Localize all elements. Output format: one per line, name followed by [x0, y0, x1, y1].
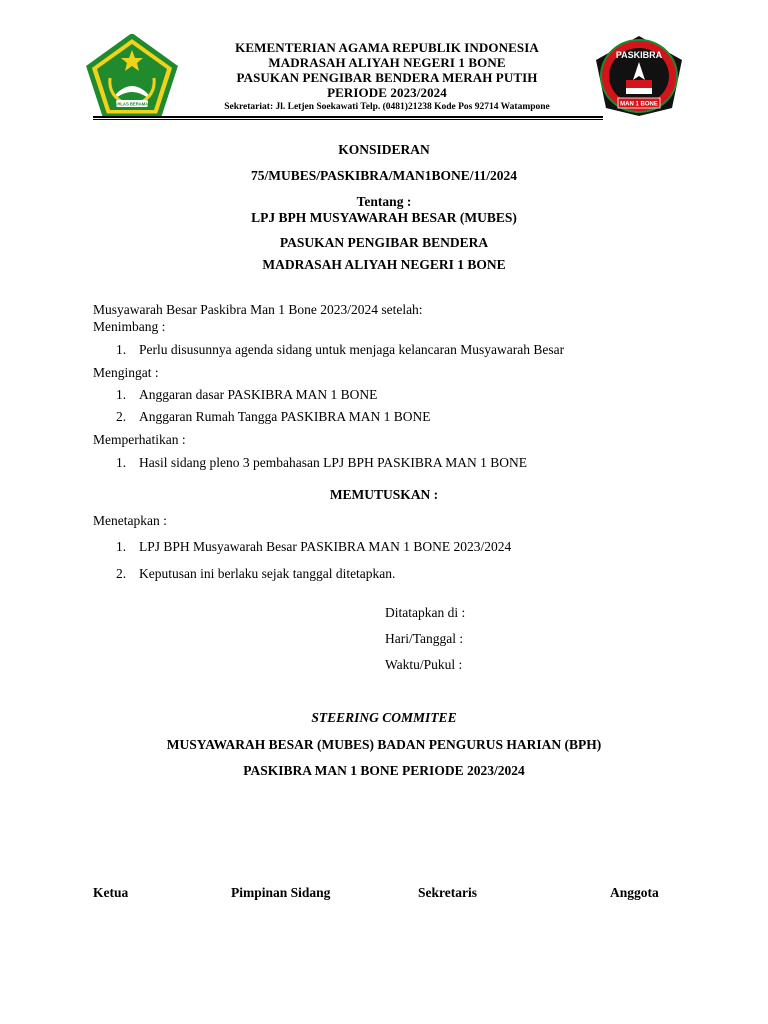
waktu-pukul-label: Waktu/Pukul :: [385, 657, 463, 672]
hari-tanggal-label: Hari/Tanggal :: [385, 631, 464, 646]
kemenag-logo-motto: IKHLAS BERAMAL: [113, 101, 151, 107]
memperhatikan-label: Memperhatikan :: [93, 432, 186, 447]
signature-pimpinan-sidang: Pimpinan Sidang: [231, 885, 331, 900]
letterhead-secretariat: Sekretariat: Jl. Letjen Soekawati Telp. (0481)21238 Kode Pos 92714 Watampone: [224, 102, 550, 112]
list-number: 2.: [116, 566, 127, 581]
letterhead: [160, 40, 614, 113]
doc-subject-1: LPJ BPH MUSYAWARAH BESAR (MUBES): [251, 210, 517, 225]
list-text: Anggaran dasar PASKIBRA MAN 1 BONE: [139, 387, 378, 402]
ditetapkan-label: Ditatapkan di :: [385, 605, 466, 620]
list-number: 1.: [116, 539, 127, 554]
list-number: 2.: [116, 409, 127, 424]
menimbang-label: Menimbang :: [93, 319, 166, 334]
paskibra-logo-title: PASKIBRA: [615, 50, 663, 60]
list-text: Hasil sidang pleno 3 pembahasan LPJ BPH PASKIBRA MAN 1 BONE: [139, 455, 528, 470]
doc-number: 75/MUBES/PASKIBRA/MAN1BONE/11/2024: [250, 168, 518, 183]
committee-line-2: PASKIBRA MAN 1 BONE PERIODE 2023/2024: [243, 763, 525, 778]
doc-title: KONSIDERAN: [338, 142, 430, 157]
doc-subject-3: MADRASAH ALIYAH NEGERI 1 BONE: [262, 257, 506, 272]
signature-anggota: Anggota: [610, 885, 659, 900]
doc-tentang: Tentang :: [356, 194, 412, 209]
steering-committee: STEERING COMMITEE: [311, 710, 457, 725]
signature-ketua: Ketua: [93, 885, 129, 900]
list-text: Keputusan ini berlaku sejak tanggal ditetapkan.: [139, 566, 396, 581]
list-text: Anggaran Rumah Tangga PASKIBRA MAN 1 BONE: [139, 409, 431, 424]
memutuskan-heading: MEMUTUSKAN :: [329, 487, 439, 502]
list-number: 1.: [116, 455, 127, 470]
letterhead-rule: [93, 116, 603, 118]
list-text: Perlu disusunnya agenda sidang untuk menjaga kelancaran Musyawarah Besar: [139, 342, 565, 357]
intro-text: Musyawarah Besar Paskibra Man 1 Bone 2023/2024 setelah:: [93, 302, 423, 317]
committee-line-1: MUSYAWARAH BESAR (MUBES) BADAN PENGURUS HARIAN (BPH): [166, 737, 602, 752]
doc-subject-2: PASUKAN PENGIBAR BENDERA: [279, 235, 489, 250]
letterhead-ministry: KEMENTERIAN AGAMA REPUBLIK INDONESIA: [235, 40, 539, 55]
list-number: 1.: [116, 342, 127, 357]
list-number: 1.: [116, 387, 127, 402]
letterhead-school: MADRASAH ALIYAH NEGERI 1 BONE: [268, 55, 506, 70]
letterhead-period: PERIODE 2023/2024: [327, 85, 447, 100]
signature-sekretaris: Sekretaris: [418, 885, 477, 900]
mengingat-label: Mengingat :: [93, 365, 159, 380]
paskibra-logo-school: MAN 1 BONE: [620, 101, 658, 108]
menetapkan-label: Menetapkan :: [93, 513, 167, 528]
list-text: LPJ BPH Musyawarah Besar PASKIBRA MAN 1 BONE 2023/2024: [139, 539, 512, 554]
letterhead-unit: PASUKAN PENGIBAR BENDERA MERAH PUTIH: [236, 70, 538, 85]
letterhead-rule-thin: [93, 119, 603, 120]
